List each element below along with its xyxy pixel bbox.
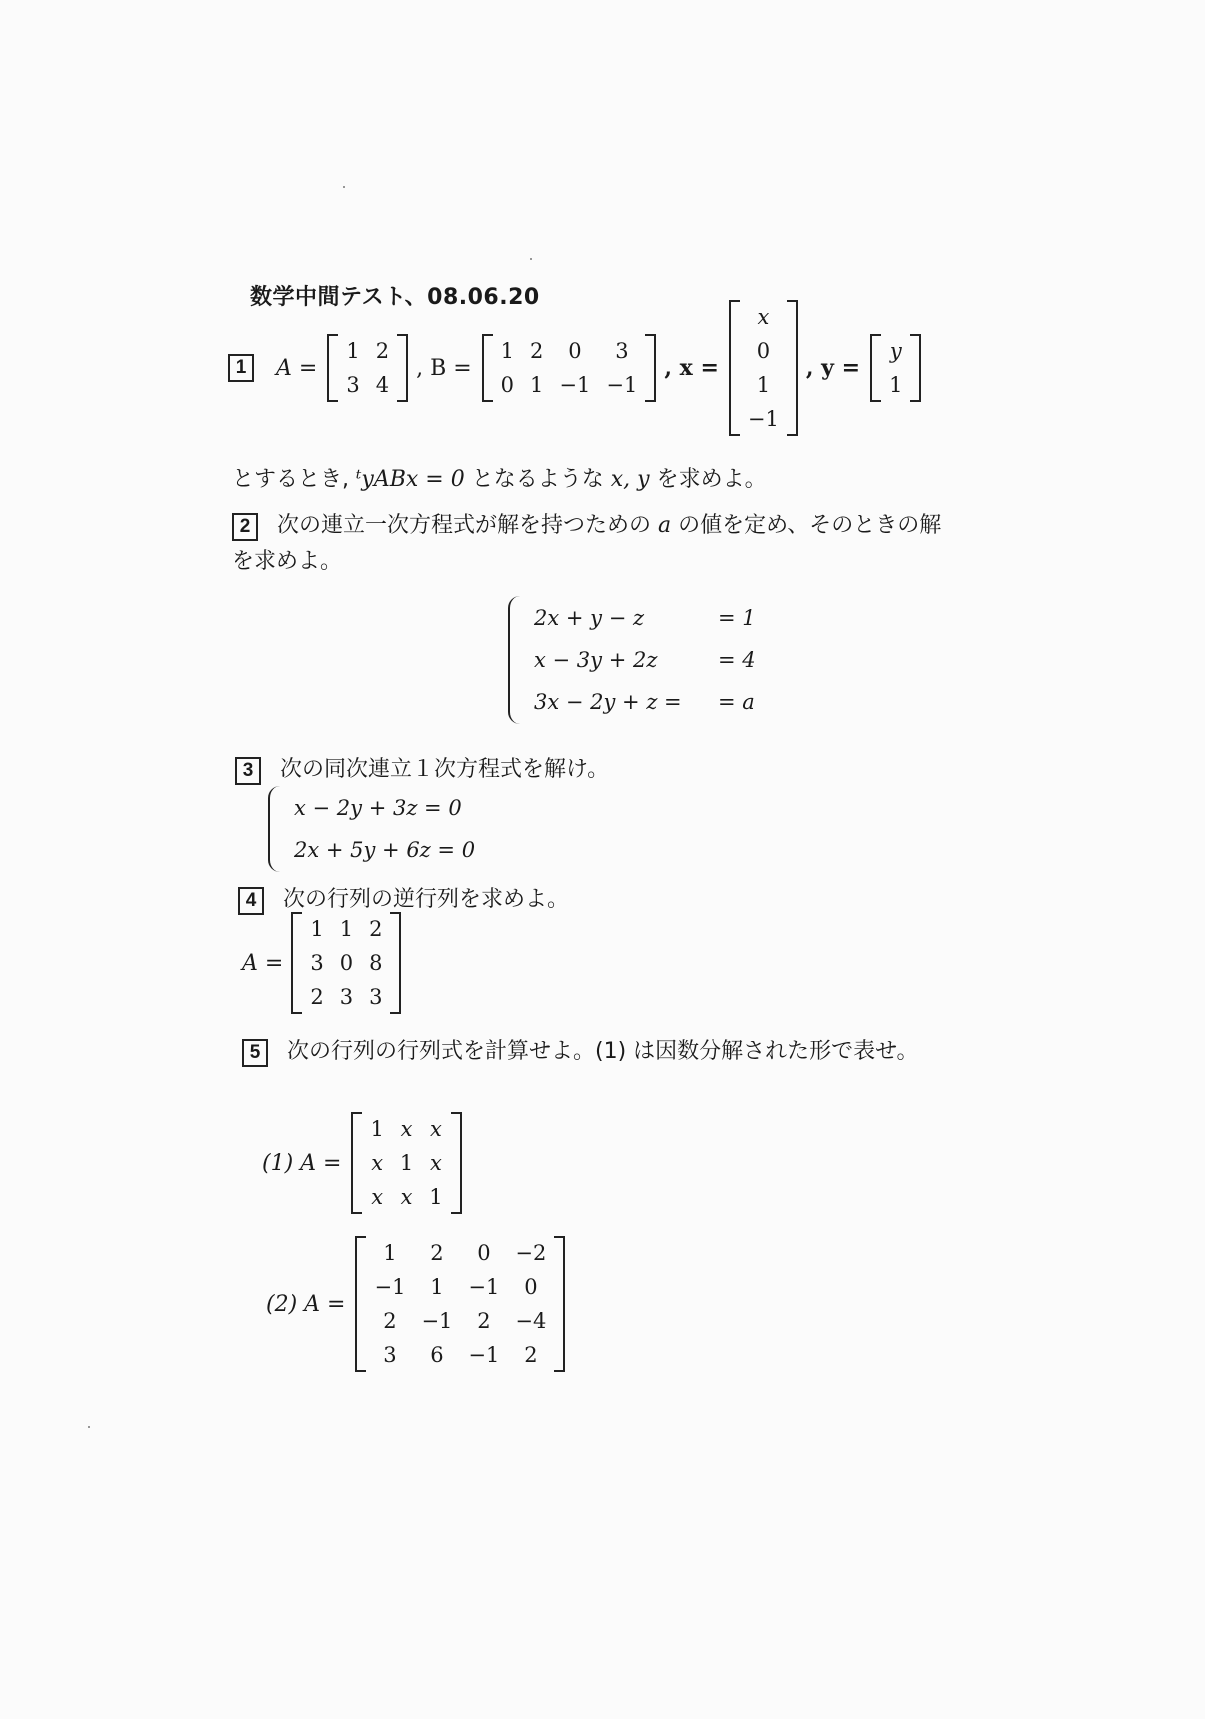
matrix-cell: 1 bbox=[399, 1151, 414, 1175]
matrix-cell: −2 bbox=[515, 1241, 547, 1265]
matrix-row bbox=[740, 300, 787, 334]
matrix-sub1 bbox=[351, 1112, 461, 1214]
label-A: A = bbox=[242, 950, 284, 976]
left-brace bbox=[508, 596, 522, 724]
matrix-cell: 2 bbox=[375, 339, 390, 363]
matrix-cell: 1 bbox=[430, 1275, 444, 1299]
problem-number-2: 2 bbox=[232, 513, 258, 541]
sub1-label: (1) A = bbox=[262, 1150, 342, 1176]
problem-2-system bbox=[508, 596, 764, 724]
matrix-cell: y bbox=[889, 339, 902, 363]
matrix-cell: 0 bbox=[477, 1241, 491, 1265]
p2-line1-a: 次の連立一次方程式が解を持つための bbox=[277, 513, 652, 538]
matrix-cell: 3 bbox=[310, 951, 324, 975]
matrix-cell: 3 bbox=[346, 373, 360, 397]
matrix-cell: 2 bbox=[477, 1309, 491, 1333]
matrix-B-table bbox=[493, 334, 646, 402]
matrix-table bbox=[302, 912, 390, 1014]
matrix-row bbox=[366, 1236, 554, 1270]
matrix-cell: 1 bbox=[756, 373, 771, 397]
problem-5-text bbox=[242, 1034, 919, 1067]
eq-lhs: 2x + y − z bbox=[534, 606, 645, 630]
matrix-cell: 0 bbox=[568, 339, 582, 363]
eq-lhs: 3x − 2y + z = bbox=[534, 690, 682, 714]
matrix-cell: −1 bbox=[468, 1343, 500, 1367]
p1-text-vars: x, y bbox=[610, 467, 650, 492]
matrix-row bbox=[362, 1112, 450, 1146]
p3-text: 次の同次連立１次方程式を解け。 bbox=[280, 757, 610, 782]
matrix-cell: 1 bbox=[346, 339, 360, 363]
matrix-row bbox=[740, 402, 787, 436]
matrix-row bbox=[366, 1304, 554, 1338]
matrix-row bbox=[362, 1180, 450, 1214]
problem-number-1: 1 bbox=[228, 354, 254, 382]
matrix-sub2 bbox=[355, 1236, 565, 1372]
matrix-row bbox=[302, 946, 390, 980]
matrix-row bbox=[493, 368, 646, 402]
matrix-table bbox=[366, 1236, 554, 1372]
matrix-B bbox=[482, 334, 657, 402]
matrix-cell: 1 bbox=[370, 1117, 384, 1141]
matrix-cell: 2 bbox=[530, 339, 544, 363]
matrix-cell: −1 bbox=[421, 1309, 453, 1333]
matrix-A bbox=[291, 912, 401, 1014]
label-x-vector: , x = bbox=[664, 355, 719, 381]
matrix-row bbox=[366, 1270, 554, 1304]
eq-rhs: = a bbox=[718, 690, 755, 714]
matrix-row bbox=[881, 334, 910, 368]
matrix-cell: x bbox=[430, 1151, 442, 1175]
problem-3-text bbox=[235, 752, 609, 785]
matrix-cell: 1 bbox=[429, 1185, 443, 1209]
matrix-cell: −1 bbox=[374, 1275, 406, 1299]
sub2-label: (2) A = bbox=[266, 1291, 346, 1317]
problem-4-text bbox=[238, 882, 569, 915]
p1-text-equation: ᵗyABx = 0 bbox=[356, 467, 465, 492]
matrix-cell: 1 bbox=[889, 373, 903, 397]
vector-y-table bbox=[881, 334, 910, 402]
matrix-cell: 6 bbox=[430, 1343, 444, 1367]
vector-x bbox=[729, 300, 798, 436]
problem-2-text bbox=[232, 508, 941, 580]
eq-line: x − 2y + 3z = 0 bbox=[294, 796, 462, 820]
left-brace bbox=[268, 786, 282, 872]
scan-speck bbox=[88, 1426, 90, 1428]
matrix-cell: 3 bbox=[383, 1343, 397, 1367]
p2-line1-var: a bbox=[658, 513, 672, 538]
equation-row bbox=[528, 640, 762, 680]
matrix-cell: x bbox=[757, 305, 770, 329]
scan-speck bbox=[530, 258, 532, 260]
eq-lhs: x − 3y + 2z bbox=[534, 648, 658, 672]
matrix-cell: 8 bbox=[369, 951, 383, 975]
matrix-A bbox=[327, 334, 408, 402]
matrix-cell: 0 bbox=[756, 339, 771, 363]
matrix-cell: 2 bbox=[369, 917, 383, 941]
matrix-cell: 1 bbox=[500, 339, 515, 363]
matrix-cell: −1 bbox=[559, 373, 591, 397]
matrix-row bbox=[362, 1146, 450, 1180]
matrix-cell: x bbox=[430, 1117, 442, 1141]
matrix-cell: x bbox=[371, 1185, 384, 1209]
matrix-cell: 0 bbox=[524, 1275, 538, 1299]
label-y-vector: , y = bbox=[805, 355, 861, 381]
vector-y bbox=[870, 334, 921, 402]
matrix-cell: 4 bbox=[375, 373, 390, 397]
matrix-cell: −1 bbox=[747, 407, 779, 431]
p1-text-post: となるような bbox=[471, 467, 604, 492]
problem-1-text bbox=[232, 462, 767, 493]
equation-row bbox=[528, 598, 762, 638]
equation-row bbox=[288, 830, 481, 870]
problem-5-sub1 bbox=[262, 1112, 462, 1214]
matrix-cell: 3 bbox=[369, 985, 383, 1009]
matrix-table bbox=[362, 1112, 450, 1214]
equation-row bbox=[288, 788, 481, 828]
p4-text: 次の行列の逆行列を求めよ。 bbox=[283, 887, 570, 912]
scan-speck bbox=[343, 186, 345, 188]
system-table bbox=[286, 786, 483, 872]
p2-line1-b: の値を定め、そのときの解 bbox=[678, 513, 942, 538]
matrix-A-table bbox=[338, 334, 397, 402]
matrix-cell: x bbox=[400, 1117, 413, 1141]
matrix-cell: 3 bbox=[615, 339, 629, 363]
eq-line: 2x + 5y + 6z = 0 bbox=[294, 838, 476, 862]
p1-text-pre: とするとき, bbox=[232, 467, 349, 492]
p5-text: 次の行列の行列式を計算せよ。(1) は因数分解された形で表せ。 bbox=[287, 1039, 919, 1064]
eq-rhs: = 4 bbox=[718, 648, 756, 672]
matrix-row bbox=[302, 980, 390, 1014]
matrix-cell: 3 bbox=[339, 985, 354, 1009]
matrix-row bbox=[881, 368, 910, 402]
page-title: 数学中間テスト、08.06.20 bbox=[250, 285, 540, 310]
matrix-cell: 1 bbox=[383, 1241, 397, 1265]
eq-rhs: = 1 bbox=[718, 606, 756, 630]
label-B: , B = bbox=[416, 355, 472, 381]
matrix-cell: 0 bbox=[500, 373, 515, 397]
matrix-cell: x bbox=[400, 1185, 413, 1209]
label-A: A = bbox=[276, 355, 318, 381]
matrix-row bbox=[338, 368, 397, 402]
problem-5-sub2 bbox=[266, 1236, 565, 1372]
matrix-cell: 1 bbox=[530, 373, 544, 397]
system-table bbox=[526, 596, 764, 724]
p2-line2: を求めよ。 bbox=[232, 549, 343, 574]
matrix-cell: 2 bbox=[383, 1309, 397, 1333]
problem-number-5: 5 bbox=[242, 1039, 268, 1067]
matrix-row bbox=[302, 912, 390, 946]
equation-row bbox=[528, 682, 762, 722]
matrix-cell: x bbox=[371, 1151, 384, 1175]
matrix-row bbox=[366, 1338, 554, 1372]
problem-number-3: 3 bbox=[235, 757, 261, 785]
p1-text-end: を求めよ。 bbox=[656, 467, 767, 492]
vector-x-table bbox=[740, 300, 787, 436]
matrix-cell: 1 bbox=[310, 917, 324, 941]
problem-1-matrices bbox=[228, 300, 921, 436]
matrix-row bbox=[493, 334, 646, 368]
matrix-cell: 1 bbox=[339, 917, 354, 941]
matrix-cell: 2 bbox=[310, 985, 324, 1009]
matrix-cell: −1 bbox=[468, 1275, 500, 1299]
problem-4-matrix bbox=[242, 912, 401, 1014]
matrix-cell: 0 bbox=[339, 951, 354, 975]
problem-number-4: 4 bbox=[238, 887, 264, 915]
matrix-cell: 2 bbox=[430, 1241, 444, 1265]
problem-3-system bbox=[268, 786, 483, 872]
matrix-cell: −1 bbox=[606, 373, 638, 397]
matrix-row bbox=[338, 334, 397, 368]
matrix-row bbox=[740, 334, 787, 368]
matrix-row bbox=[740, 368, 787, 402]
matrix-cell: −4 bbox=[515, 1309, 547, 1333]
matrix-cell: 2 bbox=[524, 1343, 538, 1367]
